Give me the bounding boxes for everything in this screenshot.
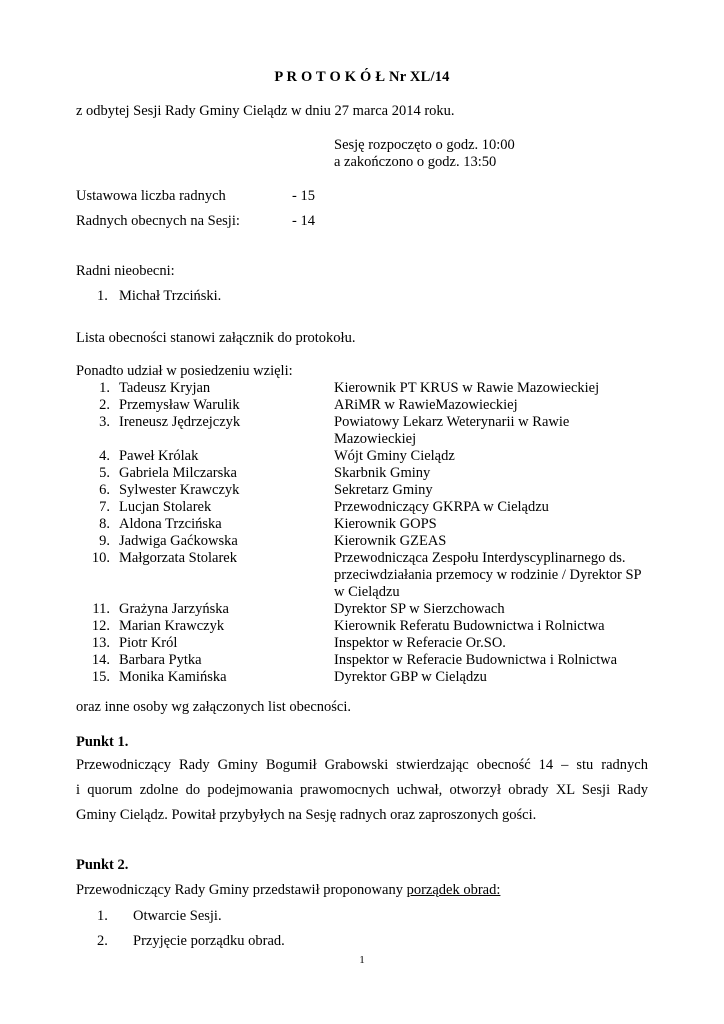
absent-num: 1. (97, 288, 108, 304)
stat-label-present: Radnych obecnych na Sesji: (76, 213, 240, 229)
punkt1-last-line: Gminy Cielądz. Powitał przybyłych na Sesję radnych oraz zaproszonych gości. (76, 807, 537, 823)
participant-name: Jadwiga Gaćkowska (119, 533, 238, 549)
punkt2-intro (76, 882, 500, 899)
participant-name: Tadeusz Kryjan (119, 380, 211, 396)
session-start: Sesję rozpoczęto o godz. 10:00 (334, 137, 515, 153)
participant-num: 12. (91, 618, 110, 634)
participant-role: w Cielądzu (334, 584, 400, 600)
punkt1-line: Przewodniczący Rady Gminy Bogumił Grabowski stwierdzając obecność 14 – stu radnych (76, 757, 648, 773)
participant-role: Sekretarz Gminy (334, 482, 433, 498)
participant-name: Aldona Trzcińska (119, 516, 222, 532)
participant-num: 15. (91, 669, 110, 685)
participant-num: 6. (99, 482, 110, 498)
session-end: a zakończono o godz. 13:50 (334, 154, 497, 170)
punkt2-intro-text: Przewodniczący Rady Gminy przedstawił proponowany (76, 882, 407, 898)
punkt2-heading: Punkt 2. (76, 857, 129, 873)
participant-num: 14. (91, 652, 110, 668)
participant-role: Mazowieckiej (334, 431, 417, 447)
agenda-item-num: 1. (97, 908, 108, 924)
participant-role: Inspektor w Referacie Or.SO. (334, 635, 506, 651)
participant-num: 1. (99, 380, 110, 396)
participant-role: Kierownik PT KRUS w Rawie Mazowieckiej (334, 380, 600, 396)
participant-num: 13. (91, 635, 110, 651)
participant-role: Kierownik GZEAS (334, 533, 447, 549)
participant-name: Małgorzata Stolarek (119, 550, 237, 566)
participant-role: Przewodnicząca Zespołu Interdyscyplinarnego ds. (334, 550, 626, 566)
participant-name: Marian Krawczyk (119, 618, 225, 634)
intro-line: z odbytej Sesji Rady Gminy Cielądz w dniu 27 marca 2014 roku. (76, 103, 455, 119)
participant-num: 7. (99, 499, 110, 515)
participant-role: Skarbnik Gminy (334, 465, 431, 481)
participant-name: Sylwester Krawczyk (119, 482, 240, 498)
page-title: P R O T O K Ó Ł Nr XL/14 (274, 69, 450, 85)
absent-name: Michał Trzciński. (119, 288, 222, 304)
participant-num: 10. (91, 550, 110, 566)
participant-role: Wójt Gminy Cielądz (334, 448, 455, 464)
stat-value-present: - 14 (292, 213, 315, 229)
agenda-label: porządek obrad: (406, 882, 501, 898)
participant-role: przeciwdziałania przemocy w rodzinie / Dyrektor SP (334, 567, 642, 583)
punkt1-line: i quorum zdolne do podejmowania prawomocnych uchwał, otworzył obrady XL Sesji Rady (76, 782, 648, 798)
stat-label-statutory: Ustawowa liczba radnych (76, 188, 226, 204)
participant-role: Dyrektor GBP w Cielądzu (334, 669, 487, 685)
participant-num: 5. (99, 465, 110, 481)
participant-num: 11. (92, 601, 110, 617)
participant-name: Gabriela Milczarska (119, 465, 237, 481)
agenda-item-text: Otwarcie Sesji. (133, 908, 222, 924)
participant-role: Inspektor w Referacie Budownictwa i Rolnictwa (334, 652, 618, 668)
participant-num: 2. (99, 397, 110, 413)
agenda-item-text: Przyjęcie porządku obrad. (133, 933, 285, 949)
participants-heading: Ponadto udział w posiedzeniu wzięli: (76, 363, 293, 379)
participant-num: 9. (99, 533, 110, 549)
participant-name: Monika Kamińska (119, 669, 227, 685)
participant-name: Barbara Pytka (119, 652, 202, 668)
participant-num: 4. (99, 448, 110, 464)
participant-role: Kierownik Referatu Budownictwa i Rolnictwa (334, 618, 605, 634)
participant-role: Dyrektor SP w Sierzchowach (334, 601, 505, 617)
page-number: 1 (359, 954, 365, 966)
participant-name: Lucjan Stolarek (119, 499, 212, 515)
stat-value-statutory: - 15 (292, 188, 315, 204)
participant-name: Paweł Królak (119, 448, 199, 464)
punkt1-heading: Punkt 1. (76, 734, 129, 750)
participant-role: ARiMR w RawieMazowieckiej (334, 397, 518, 413)
agenda-item-num: 2. (97, 933, 108, 949)
others-note: oraz inne osoby wg załączonych list obecności. (76, 699, 352, 715)
participant-num: 8. (99, 516, 110, 532)
participant-role: Kierownik GOPS (334, 516, 437, 532)
participant-name: Grażyna Jarzyńska (119, 601, 229, 617)
participant-role: Powiatowy Lekarz Weterynarii w Rawie (334, 414, 570, 430)
absent-heading: Radni nieobecni: (76, 263, 175, 279)
participant-num: 3. (99, 414, 110, 430)
participant-name: Przemysław Warulik (119, 397, 240, 413)
participant-role: Przewodniczący GKRPA w Cielądzu (334, 499, 549, 515)
attendance-note: Lista obecności stanowi załącznik do protokołu. (76, 330, 356, 346)
participant-name: Piotr Król (119, 635, 178, 651)
participant-name: Ireneusz Jędrzejczyk (119, 414, 241, 430)
